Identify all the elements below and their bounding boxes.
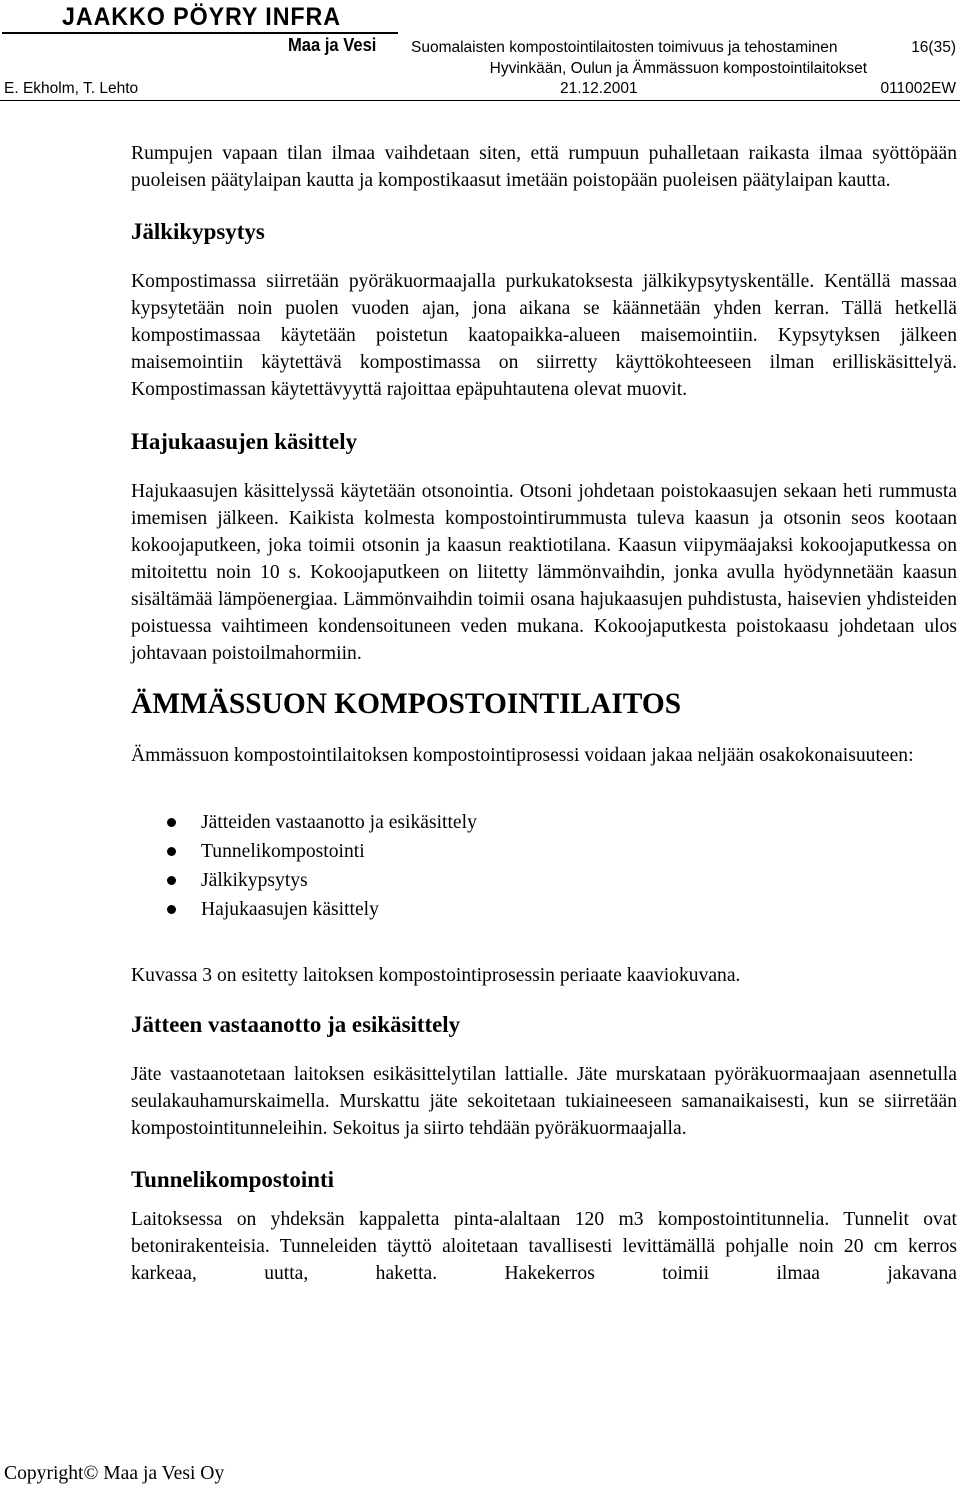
logo-rule (2, 32, 398, 34)
paragraph-tunnelikompostointi: Laitoksessa on yhdeksän kappaletta pinta-alaltaan 120 m3 kompostointitunnelia. Tunnelit ovat betonirakenteisia. Tunneleiden täyttö aloitetaan tavallisesti levittämällä pohjalle noin 20 cm kerros karkeaa, uutta, haketta. Hakekerros toimii ilmaa jakavana (131, 1209, 957, 1284)
heading-jalkikypsytys: Jälkikypsytys (131, 219, 265, 244)
list-item: Tunnelikompostointi (131, 837, 957, 866)
paragraph-ammassuon-intro: Ämmässuon kompostointilaitoksen kompostointiprosessi voidaan jakaa neljään osakokonaisuuteen: (131, 745, 914, 766)
list-item: Jälkikypsytys (131, 866, 957, 895)
document-subtitle: Hyvinkään, Oulun ja Ämmässuon kompostointilaitokset (489, 60, 867, 77)
heading-ammassuon-laitos: ÄMMÄSSUON KOMPOSTOINTILAITOS (131, 688, 682, 720)
paragraph-hajukaasujen-kasittely: Hajukaasujen käsittelyssä käytetään otsonointia. Otsoni johdetaan poistokaasujen sekaan heti rummusta imemisen jälkeen. Kaikista kolmesta kompostointirummusta tuleva kaasun ja otsonin seos kootaan kokoojaputkeen, joka toimii otsonin ja kaasun reaktiotilana. Kaasun viipymäajaksi kokoojaputkessa on mitoitettu noin 10 s. Kokoojaputkeen on liitetty lämmönvaihdin, jonka avulla hyödynnetään kaasun sisältämää lämpöenergiaa. Lämmönvaihdin toimii osana hajukaasujen puhdistusta, haisevien yhdisteiden poistuessa vaihtimeen kondensoituneen veden mukana. Kokoojaputkesta poistokaasu johdetaan ulos johtavaan poistoilmahormiin. (131, 481, 957, 664)
document-date: 21.12.2001 (560, 80, 638, 97)
logo-company-name: JAAKKO PÖYRY INFRA (62, 3, 341, 31)
heading-hajukaasujen-kasittely: Hajukaasujen käsittely (131, 429, 358, 454)
heading-tunnelikompostointi: Tunnelikompostointi (131, 1167, 334, 1192)
page-number: 16(35) (911, 39, 956, 56)
document-code: 011002EW (880, 80, 956, 97)
paragraph-jatteen-vastaanotto: Jäte vastaanotetaan laitoksen esikäsittelytilan lattialle. Jäte murskataan pyöräkuormaajaan asennetulla seulakauhamurskaimella. Murskattu jäte sekoitetaan tukiaineeseen samanaikaisesti, kun se siirretään kompostointitunneleihin. Sekoitus ja siirto tehdään pyöräkuormaajalla. (131, 1064, 957, 1139)
bullet-icon (167, 876, 176, 885)
heading-jatteen-vastaanotto: Jätteen vastaanotto ja esikäsittely (131, 1012, 461, 1037)
list-item: Hajukaasujen käsittely (131, 895, 957, 924)
copyright-footer: Copyright© Maa ja Vesi Oy (4, 1463, 225, 1484)
bullet-icon (167, 818, 176, 827)
paragraph-jalkikypsytys: Kompostimassa siirretään pyöräkuormaajalla purkukatoksesta jälkikypsytyskentälle. Kentällä massaa kypsytetään noin puolen vuoden ajan, jona aikana se käännetään yhden kerran. Tällä hetkellä kompostimassaa käytetään poistetun kaatopaikka-alueen maisemointiin. Kypsytyksen jälkeen maisemointiin käytettävä kompostimassa on siirretty käyttökohteeseen ilman erilliskäsittelyä. Kompostimassan käytettävyyttä rajoittaa epäpuhtautena olevat muovit. (131, 271, 957, 400)
process-parts-list (131, 808, 957, 924)
bullet-icon (167, 847, 176, 856)
header-divider (0, 100, 960, 101)
document-title: Suomalaisten kompostointilaitosten toimivuus ja tehostaminen (411, 39, 838, 56)
paragraph-kuva-reference: Kuvassa 3 on esitetty laitoksen kompostointiprosessin periaate kaaviokuvana. (131, 965, 741, 986)
authors: E. Ekholm, T. Lehto (4, 80, 139, 97)
paragraph-intro: Rumpujen vapaan tilan ilmaa vaihdetaan siten, että rumpuun puhalletaan raikasta ilmaa syöttöpään puoleisen päätylaipan kautta ja kompostikaasut imetään poistopään puoleisen päätylaipan kautta. (131, 143, 957, 191)
list-item: Jätteiden vastaanotto ja esikäsittely (131, 808, 957, 837)
bullet-icon (167, 905, 176, 914)
logo-division-name: Maa ja Vesi (288, 35, 377, 55)
document-body (131, 140, 957, 1287)
